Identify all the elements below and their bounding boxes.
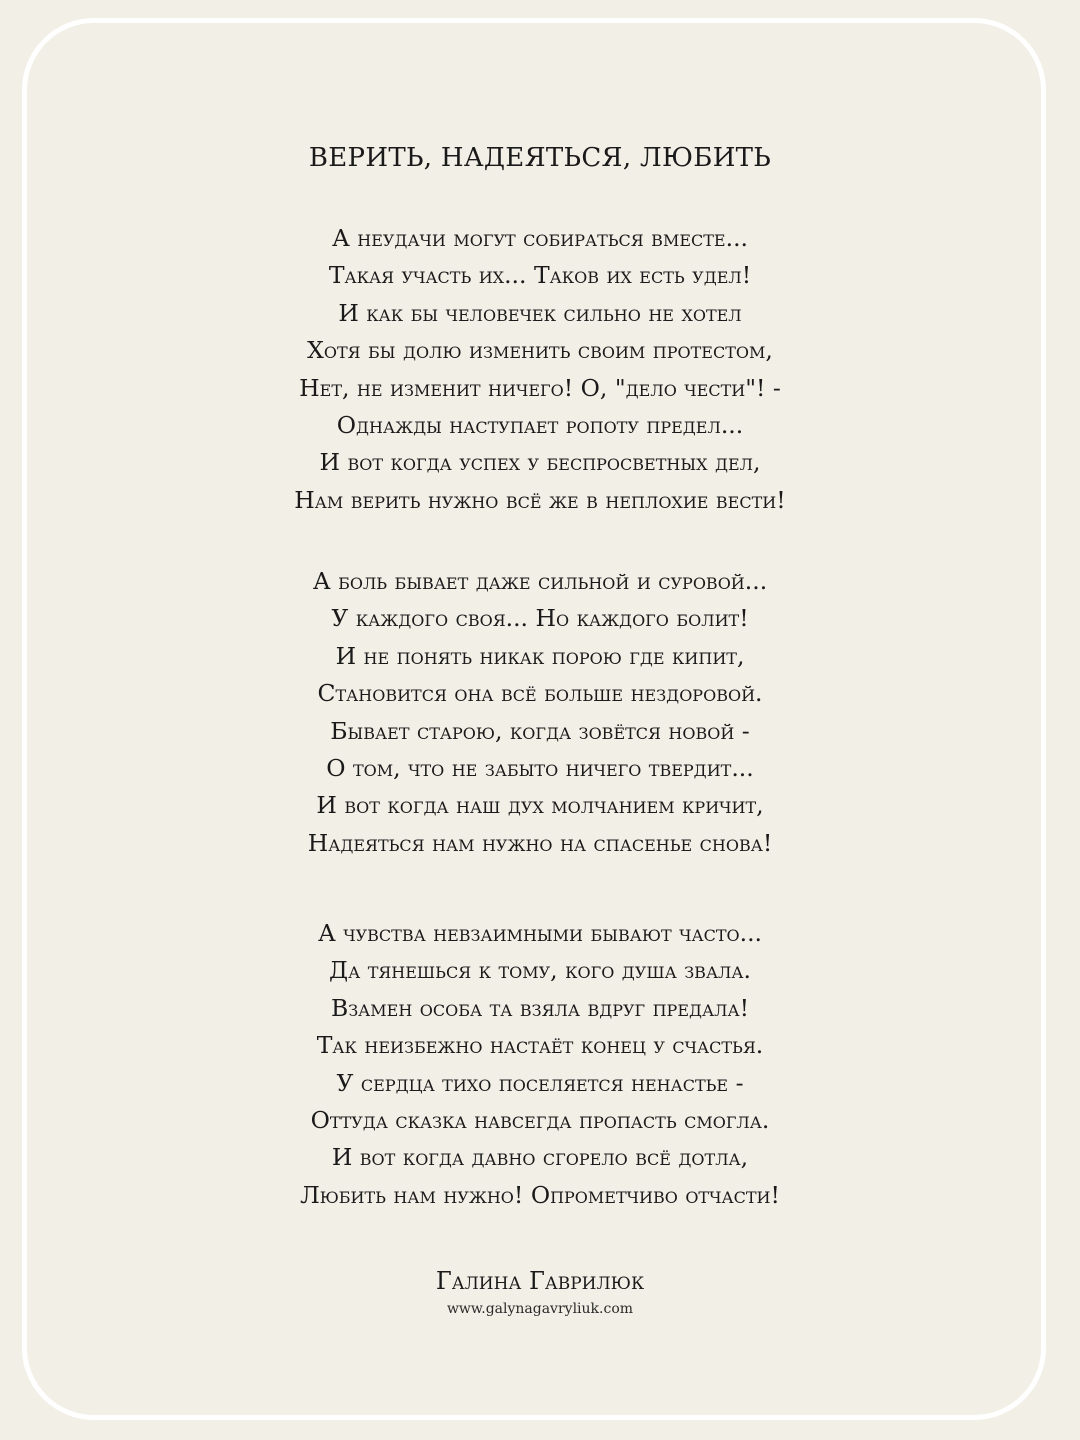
poem-line: А боль бывает даже сильной и суровой... [312,567,768,595]
poem-line: А неудачи могут собираться вместе... [331,224,749,252]
poem-line: И вот когда давно сгорело всё дотла, [331,1143,749,1172]
poem-line: И вот когда наш дух молчанием кричит, [316,791,764,820]
poem-line: Да тянешься к тому, кого душа звала. [329,956,751,985]
poem-line: И не понять никак порою где кипит, [335,641,745,670]
author-name: Галина Гаврилюк [435,1267,645,1295]
poem-line: Взамен особа та взяла вдруг предала! [330,993,750,1022]
poem-line: И как бы человечек сильно не хотел [338,298,742,327]
poem-line: Так неизбежно настаёт конец у счастья. [316,1031,764,1060]
poem-line: Становится она всё больше нездоровой. [317,679,763,708]
stanza-3 [0,915,1080,1214]
stanza-1 [0,220,1080,519]
poem-line: У каждого своя... Но каждого болит! [331,604,749,633]
poem-line: Однажды наступает ропоту предел... [336,411,744,440]
poem-line: Нет, не изменит ничего! О, "дело чести"! - [299,373,781,402]
poem-line: Оттуда сказка навсегда пропасть смогла. [310,1106,770,1135]
author-website: www.galynagavryliuk.com [446,1301,634,1317]
poem-line: О том, что не забыто ничего твердит... [326,754,754,783]
poem-line: И вот когда успех у беспросветных дел, [319,448,761,477]
poem-line: Такая участь их... Таков их есть удел! [328,261,752,290]
poem-line: Хотя бы долю изменить своим протестом, [307,336,773,365]
poem-line: А чувства невзаимными бывают часто... [317,919,763,947]
poem-line: У сердца тихо поселяется ненастье - [336,1068,744,1097]
poem-line: Нам верить нужно всё же в неплохие вести! [294,485,786,514]
stanza-2 [0,563,1080,862]
poem-line: Бывает старою, когда зовётся новой - [330,716,750,745]
poem-title: ВЕРИТЬ, НАДЕЯТЬСЯ, ЛЮБИТЬ [308,143,772,173]
poem-line: Любить нам нужно! Опрометчиво отчасти! [300,1180,780,1209]
poem-line: Надеяться нам нужно на спасенье снова! [307,828,773,857]
